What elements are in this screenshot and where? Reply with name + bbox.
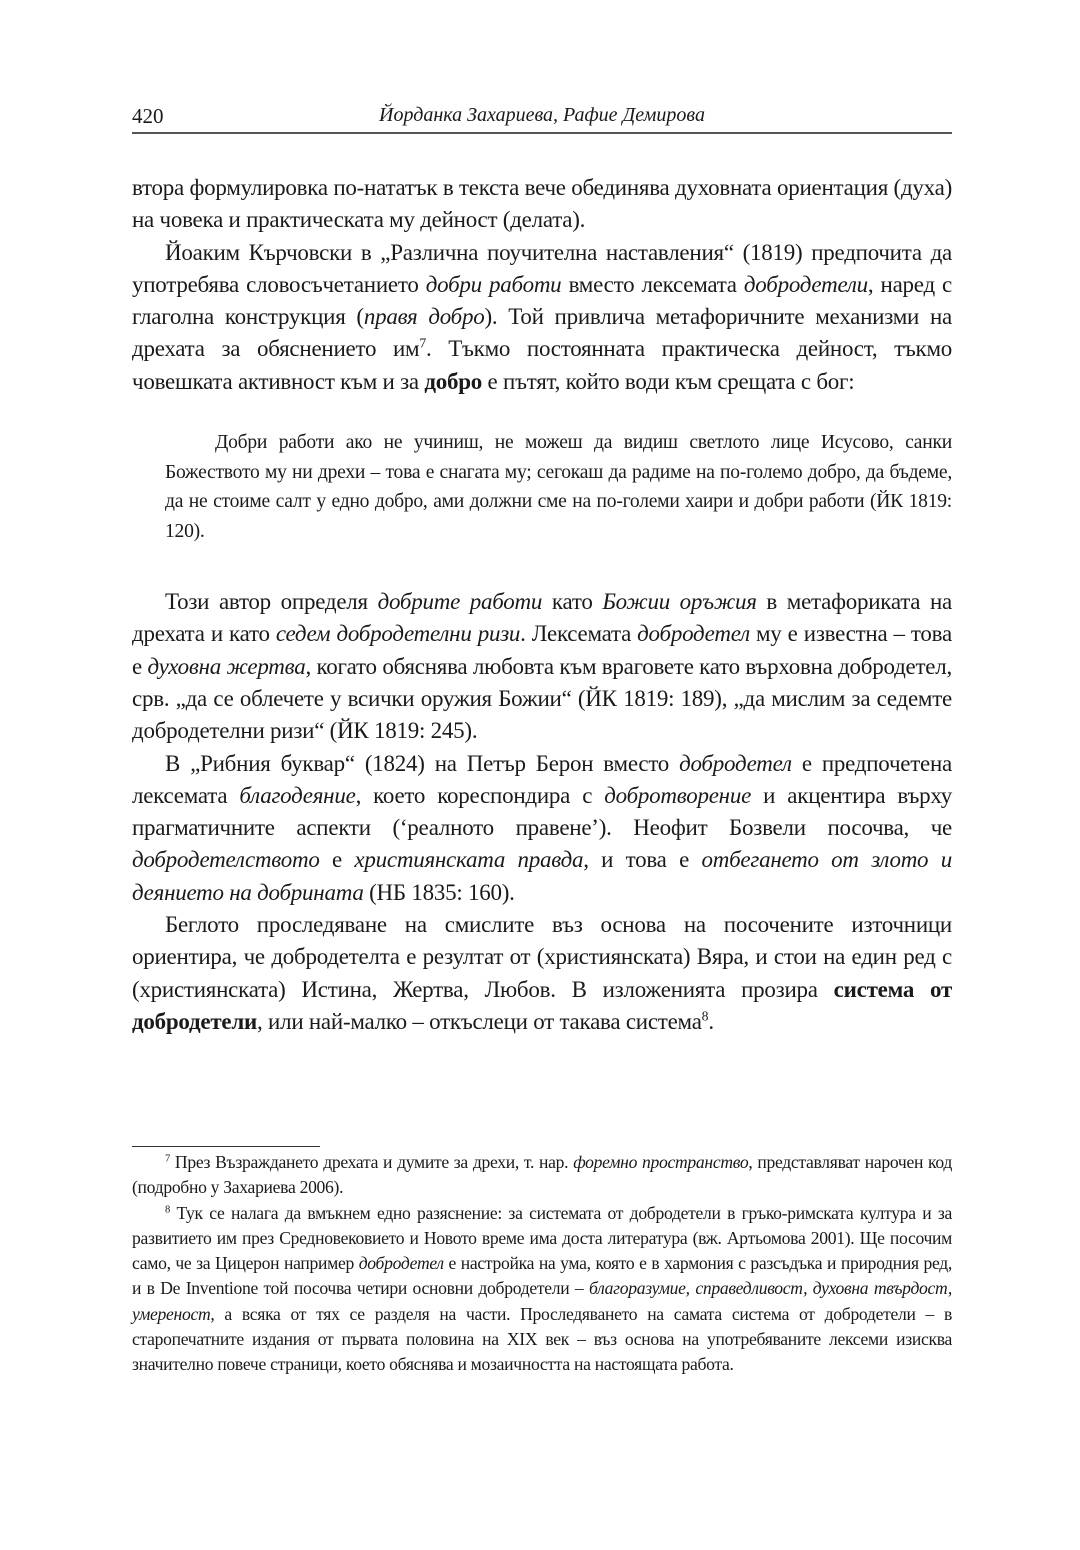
text-run: . Лексемата — [520, 621, 638, 647]
text-run: е предпочетена лексемата — [132, 750, 952, 808]
italic-term: добротворение — [604, 782, 752, 808]
text-run: . Тъкмо постоянната практическа дейност, тъкмо човешката активност към и за — [132, 336, 952, 394]
text-run: в метафориката на дрехата и като — [132, 589, 953, 647]
text-run: , или най-малко – откъслеци от такава система — [257, 1008, 702, 1034]
italic-term: християнската правда — [354, 847, 584, 873]
page — [132, 100, 952, 1038]
text-run: , наред с глаголна конструкция ( — [132, 271, 952, 330]
text-run: като — [542, 589, 603, 615]
footnotes — [132, 1150, 952, 1378]
italic-term: благоразумие, справедливост, духовна твърдост, умереност — [132, 1278, 952, 1324]
italic-term: благодеяние — [239, 782, 356, 808]
italic-term: отбегането от злото и деянието на добрината — [132, 847, 952, 905]
paragraph — [132, 748, 952, 909]
italic-term: добродетел — [637, 621, 750, 647]
footnote-reference[interactable]: 7 — [419, 336, 426, 352]
bold-term: добро — [424, 368, 483, 394]
text-run: През Възраждането дрехата и думите за дрехи, т. нар. — [169, 1152, 574, 1172]
italic-term: добродетелството — [132, 847, 320, 873]
text-run: ). Той привлича метафоричните механизми на дрехата за обяснението им — [132, 304, 952, 362]
footnote — [132, 1150, 952, 1201]
text-run: Беглото проследяване на смислите въз основа на посочените източници ориентира, че добродетелта е резултат от (християнската) Вяра, и стои на един ред с (християнската) Истина, Жертва, Любов. В изложенията прозира — [132, 912, 952, 1002]
italic-term: правя добро — [363, 304, 485, 330]
italic-term: Божии оръжия — [602, 589, 757, 615]
text-run: , което кореспондира с — [355, 782, 605, 808]
italic-term: духовна жертва — [147, 653, 306, 679]
text-run: Този автор определя — [165, 589, 378, 615]
text-run: , а всяка от тях се разделя на части. Проследяването на самата система от добродетели – в старопечатните издания от първата половина на XIX век – въз основа на употребяваните лексеми изисква значително повече страници, което обяснява и мозаичността на настоящата работа. — [132, 1303, 952, 1375]
paragraph — [132, 909, 952, 1038]
italic-term: добри работи — [425, 271, 562, 297]
text-run: втора формулировка по-нататък в текста вече обединява духовната ориентация (духа) на човека и практическата му дейност (делата). — [132, 175, 952, 233]
text-run: Тук се налага да вмъкнем едно разяснение: за системата от добродетели в гръко-римската култура и за развитието им през Средновековието и Новото време има доста литература (вж. Артьомова 2001). Ще посочим само, че за Цицерон например — [132, 1202, 952, 1274]
paragraphs-after-quote — [132, 586, 952, 1038]
text-run: е настройка на ума, която е в хармония с разсъдъка и природния ред, и в De Inventione той посочва четири основни добродетели – — [132, 1253, 952, 1299]
text-run: е — [319, 847, 355, 873]
footnote — [132, 1201, 952, 1378]
text-run: . — [708, 1008, 714, 1034]
footnote-separator — [132, 1146, 320, 1147]
page-number: 420 — [132, 104, 164, 128]
paragraphs-before-quote — [132, 172, 952, 398]
italic-term: добрите работи — [377, 589, 543, 615]
running-head-authors: Йорданка Захариева, Рафие Демирова — [379, 104, 705, 126]
body-text — [132, 172, 952, 1038]
text-run: вместо лексемата — [561, 271, 744, 297]
text-run: , представляват нарочен код (подробно у Захариева 2006). — [132, 1152, 952, 1198]
text-run: (НБ 1835: 160). — [363, 879, 515, 905]
footnote-reference[interactable]: 7 — [165, 1153, 170, 1165]
text-run: Йоаким Кърчовски в „Различна поучителна наставления“ (1819) предпочита да употребява словосъчетанието — [132, 239, 952, 297]
paragraph — [132, 586, 952, 747]
text-run: В „Рибния буквар“ (1824) на Петър Берон вместо — [165, 750, 680, 776]
text-run: , когато обяснява любовта към враговете като върховна добродетел, срв. „да се облечете у всички оружия Божии“ (ЙК 1819: 189), „да мислим за седемте добродетелни ризи“ (ЙК 1819: 245). — [132, 653, 952, 744]
text-run: , и това е — [583, 847, 702, 873]
bold-term: система от добродетели — [132, 976, 952, 1034]
text-run: и акцентира върху прагматичните аспекти (‘реалното правене’). Неофит Бозвели посочва, че — [132, 782, 952, 841]
block-quote-text: Добри работи ако не учиниш, не можеш да видиш светлото лице Исусово, санки Божеството му ни дрехи – това е снагата му; сегокаш да радиме на по-големо добро, да бъдеме, да не стоиме салт у едно добро, ами должни сме на по-големи хаири и добри работи (ЙК 1819: 120). — [165, 432, 952, 542]
running-head — [132, 100, 952, 134]
italic-term: добродетел — [679, 750, 792, 776]
footnote-reference[interactable]: 8 — [701, 1008, 709, 1024]
paragraph — [132, 172, 952, 237]
text-run: му е известна – това е — [132, 621, 952, 679]
italic-term: добродетели — [743, 271, 868, 297]
italic-term: добродетел — [358, 1253, 444, 1274]
italic-term: седем добродетелни ризи — [275, 621, 521, 647]
italic-term: форемно пространство — [573, 1152, 749, 1172]
block-quote — [132, 428, 952, 546]
footnote-reference[interactable]: 8 — [165, 1204, 170, 1216]
paragraph — [132, 237, 952, 398]
text-run: е пътят, който води към срещата с бог: — [482, 368, 855, 394]
